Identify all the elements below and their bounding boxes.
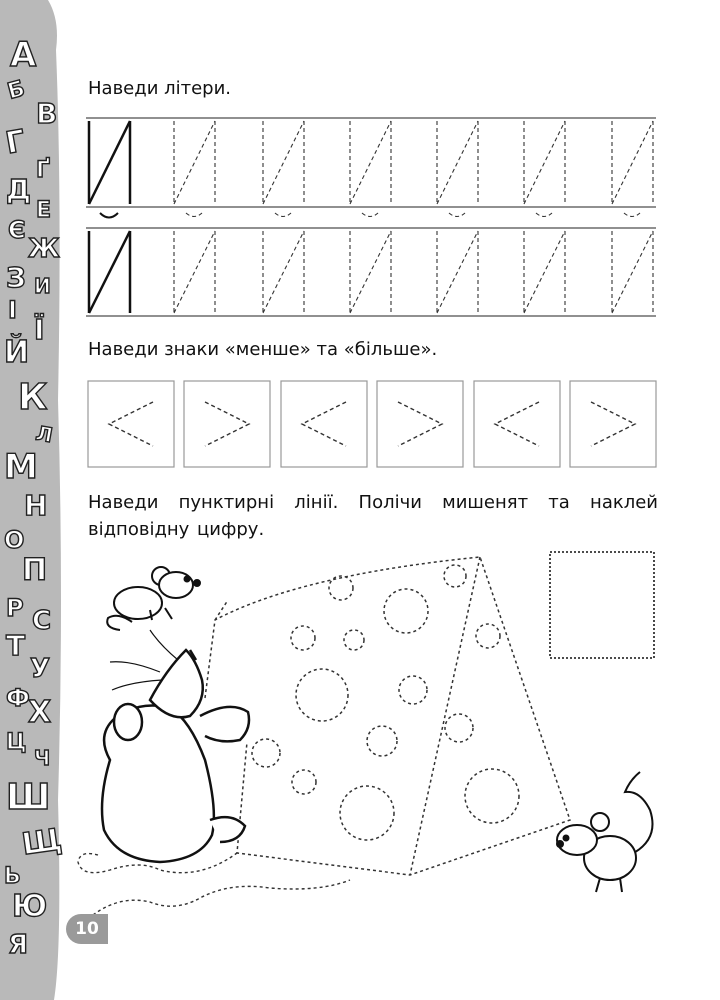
large-mouse [102,630,249,862]
greater-than-sign [591,402,635,446]
dashed-breve [186,213,202,217]
sample-letter-i-row1 [89,121,130,204]
letter-g: Ґ [36,158,51,183]
letter-b: Б [4,76,28,105]
dashed-letter-i [437,121,478,204]
letter-f: Ф [6,684,30,712]
letter-m: М [4,447,38,487]
sign-box [570,381,656,467]
greater-than-sign [205,402,249,446]
tracing-row-2 [86,228,656,316]
letter-soft-sign: Ь [4,864,21,889]
letter-a: А [10,35,37,75]
dashed-letter-i [350,231,391,313]
page-number: 10 [66,914,108,944]
dashed-letter-i [263,121,304,204]
ground-lines [78,853,350,915]
exercise-1-title: Наведи літери. [88,78,232,99]
small-mouse-bottom-right [557,772,653,892]
dashed-letter-i [437,231,478,313]
sign-box [88,381,174,467]
sticker-box [550,552,654,658]
exercise-3-title: Наведи пунктирні лінії. Полічи мишенят та наклей відповідну цифру. [88,492,658,540]
letter-zh: Ж [28,234,60,264]
dashed-breve [536,213,552,217]
letter-l: Л [34,420,55,448]
letter-sh: Ш [6,777,51,818]
letter-ye: Є [8,216,26,244]
letter-ya: Я [8,930,29,960]
sign-box [281,381,367,467]
letter-ch: Ч [34,746,51,770]
sign-box [184,381,270,467]
less-than-sign [302,402,346,446]
dashed-breve [624,213,640,217]
sample-letter-i-row2 [89,231,130,313]
letter-s: С [32,606,52,636]
letter-i: І [8,296,17,324]
dashed-letter-i [524,231,565,313]
greater-than-sign [398,402,442,446]
cheese-wedge [205,557,570,875]
letter-n: Н [24,489,48,522]
letter-k: К [18,377,48,418]
sign-box [474,381,560,467]
less-than-sign [495,402,539,446]
letter-short-y: Й [4,335,30,370]
sign-box [377,381,463,467]
dashed-letter-i [263,231,304,313]
letter-z: З [6,261,26,294]
letter-o: О [4,526,25,554]
letter-r: Р [6,594,24,622]
letter-h: Г [3,123,28,162]
small-mouse-top-left [107,567,200,630]
letter-yi: Ї [34,313,45,346]
dashed-letter-i [174,121,215,204]
tracing-row-1 [86,118,656,207]
letter-u: У [30,654,51,684]
letter-shch: Щ [19,822,64,863]
letter-t: Т [6,629,26,662]
alphabet-sidebar [0,0,62,1000]
letter-v: В [36,97,58,130]
letter-d: Д [6,173,31,206]
dashed-letter-i [612,121,653,204]
letter-p: П [22,553,48,588]
dashed-letter-i [174,231,215,313]
letter-e: Е [36,198,52,223]
dashed-letter-i [612,231,653,313]
less-than-sign [109,402,153,446]
letter-y: И [34,274,51,298]
sample-breve [100,213,118,218]
dashed-letter-i [524,121,565,204]
dashed-breve [449,213,465,217]
letter-ts: Ц [6,730,27,755]
dashed-breve [275,213,291,217]
dashed-letter-i [350,121,391,204]
exercise-2-title: Наведи знаки «менше» та «більше». [88,339,438,360]
dashed-breve [362,213,378,217]
letter-kh: Х [28,695,52,730]
letter-yu: Ю [12,889,48,924]
cheese-holes [252,565,519,840]
